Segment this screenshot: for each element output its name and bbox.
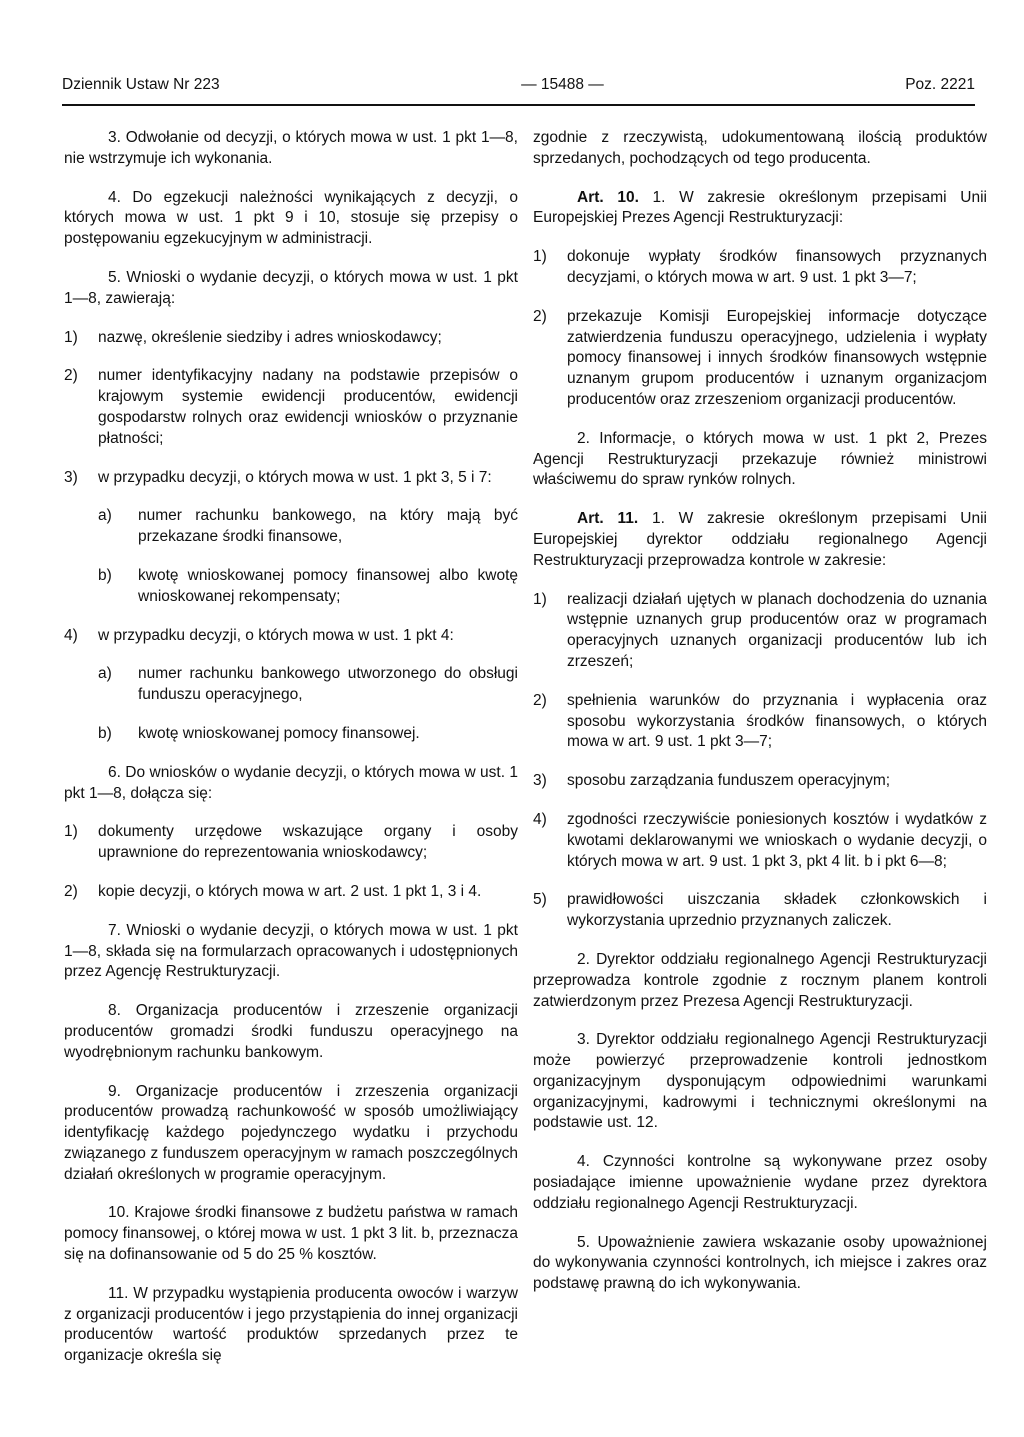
list-label: 5) <box>533 891 547 909</box>
article-10-heading: Art. 10. <box>577 188 639 206</box>
paragraph-9: 9. Organizacje producentów i zrzeszenia organizacji producentów prowadzą rachunkowość w sposób umożliwiający identyfikację każdego pojedynczego wydatku i przychodu związanego z funduszem operacyjnym w ramach poszczególnych działań określonych w programie operacyjnym. <box>64 1082 518 1183</box>
sub-list-item <box>98 566 518 608</box>
list-label: 1) <box>64 823 78 841</box>
header-rule <box>62 104 975 106</box>
list-label: b) <box>98 724 112 742</box>
sub-list-item <box>98 506 518 548</box>
page-number: — 15488 — <box>521 76 604 93</box>
list-text: dokumenty urzędowe wskazujące organy i osoby uprawnione do reprezentowania wnioskodawcy; <box>98 823 518 862</box>
paragraph-5: 5. Wnioski o wydanie decyzji, o których mowa w ust. 1 pkt 1—8, zawierają: <box>64 268 518 307</box>
paragraph-8: 8. Organizacja producentów i zrzeszenie organizacji producentów gromadzi środki funduszu operacyjnego na wyodrębnionym rachunku bankowym. <box>64 1002 518 1061</box>
article-11-paragraph-3: 3. Dyrektor oddziału regionalnego Agencji Restrukturyzacji może powierzyć przeprowadzenie kontroli jednostkom organizacyjnym dysponującym odpowiednimi warunkami organizacyjnymi, kadrowymi i technicznymi określonymi na podstawie ust. 12. <box>533 1031 987 1132</box>
list-item <box>64 626 518 647</box>
list-text: spełnienia warunków do przyznania i wypłacenia oraz sposobu wykorzystania środków finansowych, o których mowa w art. 9 ust. 1 pkt 3—7; <box>567 691 987 751</box>
paragraph-10: 10. Krajowe środki finansowe z budżetu państwa w ramach pomocy finansowej, o której mowa w ust. 1 pkt 3 lit. b, przeznacza się na dofinansowanie od 5 do 25 % kosztów. <box>64 1204 518 1264</box>
list-label: a) <box>98 507 112 525</box>
list-text: dokonuje wypłaty środków finansowych przyznanych decyzjami, o których mowa w art. 9 ust. 1 pkt 3—7; <box>567 248 987 286</box>
list-label: 1) <box>533 248 547 266</box>
list-text: przekazuje Komisji Europejskiej informacje dotyczące zatwierdzenia funduszu operacyjnego, udzielenia i wypłaty pomocy finansowej i innych środków finansowych wstępnie uznanym grupom producentów i uznanym organizacjom producentów oraz zrzeszeniom organizacji producentów. <box>567 307 987 408</box>
list-label: 2) <box>533 691 547 709</box>
list-item <box>64 822 518 864</box>
list-text: w przypadku decyzji, o których mowa w ust. 1 pkt 3, 5 i 7: <box>98 468 492 486</box>
paragraph-4: 4. Do egzekucji należności wynikających z decyzji, o których mowa w ust. 1 pkt 9 i 10, stosuje się przepisy o postępowaniu egzekucyjnym w administracji. <box>64 188 518 248</box>
list-text: w przypadku decyzji, o których mowa w ust. 1 pkt 4: <box>98 626 454 644</box>
list-label: 2) <box>64 882 78 900</box>
list-item <box>533 590 987 673</box>
list-item <box>533 810 987 872</box>
paragraph-6: 6. Do wniosków o wydanie decyzji, o których mowa w ust. 1 pkt 1—8, dołącza się: <box>64 763 518 802</box>
paragraph-continuation: zgodnie z rzeczywistą, udokumentowaną ilością produktów sprzedanych, pochodzących od tego producenta. <box>533 129 987 167</box>
sub-list-item <box>98 724 518 745</box>
list-text: numer rachunku bankowego utworzonego do obsługi funduszu operacyjnego, <box>138 665 518 704</box>
list-text: kwotę wnioskowanej pomocy finansowej albo kwotę wnioskowanej rekompensaty; <box>138 566 518 605</box>
list-item <box>533 890 987 932</box>
position-number: Poz. 2221 <box>905 76 975 93</box>
list-text: realizacji działań ujętych w planach dochodzenia do uznania wstępnie uznanych grup producentów oraz w programach operacyjnych uznanych organizacji producentów lub ich zrzeszeń; <box>567 590 987 670</box>
list-label: 4) <box>64 626 78 644</box>
left-column <box>64 128 518 1367</box>
sub-list-item <box>98 664 518 706</box>
list-text: kopie decyzji, o których mowa w art. 2 ust. 1 pkt 1, 3 i 4. <box>98 882 482 900</box>
list-item <box>64 366 518 449</box>
list-text: sposobu zarządzania funduszem operacyjnym; <box>567 772 891 790</box>
list-text: kwotę wnioskowanej pomocy finansowej. <box>138 724 420 742</box>
list-label: a) <box>98 665 112 683</box>
list-item <box>533 247 987 289</box>
list-text: prawidłowości uiszczania składek członkowskich i wykorzystania uprzednio przyznanych zaliczek. <box>567 891 987 930</box>
list-text: zgodności rzeczywiście poniesionych kosztów i wydatków z kwotami deklarowanymi we wnioskach o wydanie decyzji, o których mowa w art. 9 ust. 1 pkt 3, pkt 4 lit. b i pkt 6—8; <box>567 810 987 870</box>
list-label: 3) <box>64 468 78 486</box>
list-text: nazwę, określenie siedziby i adres wnioskodawcy; <box>98 328 442 346</box>
article-11-text: 1. W zakresie określonym przepisami Unii Europejskiej dyrektor oddziału regionalnego Agencji Restrukturyzacji przeprowadza kontrole w zakresie: <box>533 510 987 569</box>
list-text: numer rachunku bankowego, na który mają być przekazane środki finansowe, <box>138 507 518 546</box>
page-header <box>62 76 975 94</box>
article-10-paragraph-2: 2. Informacje, o których mowa w ust. 1 pkt 2, Prezes Agencji Restrukturyzacji przekazuje również ministrowi właściwemu do spraw rynków rolnych. <box>533 429 987 489</box>
paragraph-3: 3. Odwołanie od decyzji, o których mowa w ust. 1 pkt 1—8, nie wstrzymuje ich wykonania. <box>64 129 518 167</box>
paragraph-11: 11. W przypadku wystąpienia producenta owoców i warzyw z organizacji producentów i jego przystąpienia do innej organizacji producentów wartość produktów sprzedanych przez te organizacje określa się <box>64 1284 518 1365</box>
article-10-text: 1. W zakresie określonym przepisami Unii Europejskiej Prezes Agencji Restrukturyzacji: <box>533 188 987 227</box>
article-11-heading: Art. 11. <box>577 510 639 528</box>
list-label: 1) <box>533 590 547 608</box>
list-item <box>533 771 987 792</box>
list-item <box>533 691 987 753</box>
list-item <box>64 328 518 349</box>
list-text: numer identyfikacyjny nadany na podstawie przepisów o krajowym systemie ewidencji producentów, ewidencji gospodarstw rolnych oraz ewidencji wniosków o przyznanie płatności; <box>98 367 518 447</box>
journal-title: Dziennik Ustaw Nr 223 <box>62 76 220 93</box>
list-item <box>64 882 518 903</box>
list-item <box>533 307 987 411</box>
article-11-paragraph-4: 4. Czynności kontrolne są wykonywane przez osoby posiadające imienne upoważnienie wydane przez dyrektora oddziału regionalnego Agencji Restrukturyzacji. <box>533 1153 987 1212</box>
list-label: 3) <box>533 772 547 790</box>
list-label: b) <box>98 566 112 584</box>
article-10-paragraph-1 <box>533 188 987 230</box>
list-label: 2) <box>64 367 78 385</box>
paragraph-7: 7. Wnioski o wydanie decyzji, o których mowa w ust. 1 pkt 1—8, składa się na formularzach opracowanych i udostępnionych przez Agencję Restrukturyzacji. <box>64 921 518 981</box>
right-column <box>533 128 987 1295</box>
list-label: 2) <box>533 307 547 325</box>
article-11-paragraph-5: 5. Upoważnienie zawiera wskazanie osoby upoważnionej do wykonywania czynności kontrolnych, ich miejsce i zakres oraz podstawę prawną do ich wykonywania. <box>533 1233 987 1293</box>
list-label: 4) <box>533 810 547 828</box>
article-11-paragraph-1 <box>533 509 987 571</box>
list-item <box>64 468 518 489</box>
list-label: 1) <box>64 328 78 346</box>
article-11-paragraph-2: 2. Dyrektor oddziału regionalnego Agencji Restrukturyzacji przeprowadza kontrole zgodnie z rocznym planem kontroli zatwierdzonym przez Prezesa Agencji Restrukturyzacji. <box>533 950 987 1010</box>
